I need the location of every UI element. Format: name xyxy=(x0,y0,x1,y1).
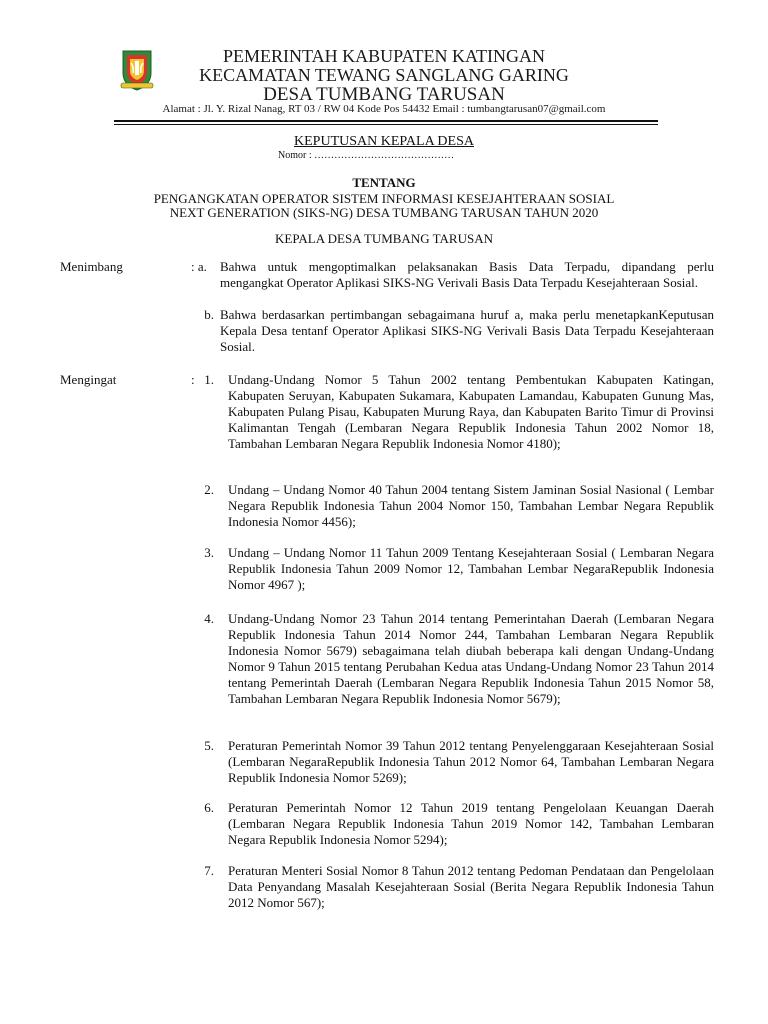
issuer-heading: KEPALA DESA TUMBANG TARUSAN xyxy=(275,231,493,246)
legal-basis-item: Undang-Undang Nomor 5 Tahun 2002 tentang Pembentukan Kabupaten Katingan, Kabupaten Seruyan, Kabupaten Sukamara, Kabupaten Lamandau, Kabupaten Gunung Mas, Kabupaten Pulang Pisau, Kabupaten Murung Raya, dan Kabupaten Barito Timur di Provinsi Kalimantan Tengah (Lembaran Negara Republik Indonesia Tahun 2002 Nomor 18, Tambahan Lembaran Negara Republik Indonesia Nomor 4180); xyxy=(228,372,714,451)
list-item-number: 2. xyxy=(204,482,214,497)
list-item-number: 7. xyxy=(204,863,214,878)
village-name: DESA TUMBANG TARUSAN xyxy=(263,84,505,105)
subject-line-2: NEXT GENERATION (SIKS-NG) DESA TUMBANG TARUSAN TAHUN 2020 xyxy=(169,205,599,220)
list-item-number: 5. xyxy=(204,738,214,753)
list-item-number: 6. xyxy=(204,800,214,815)
decree-title: KEPUTUSAN KEPALA DESA xyxy=(294,134,474,149)
list-item-number: 4. xyxy=(204,611,214,626)
legal-basis-item: Peraturan Pemerintah Nomor 12 Tahun 2019 tentang Pengelolaan Keuangan Daerah (Lembaran Negara Republik Indonesia Tahun 2019 Nomor 142, Tambahan Lembaran Negara Republik Indonesia Nomor 5294); xyxy=(228,800,714,847)
legal-basis-item: Peraturan Menteri Sosial Nomor 8 Tahun 2012 tentang Pedoman Pendataan dan Pengelolaan Data Penyandang Masalah Kesejahteraan Sosial (Berita Negara Republik Indonesia Tahun 2012 Nomor 567); xyxy=(228,863,714,910)
list-item-number: 1. xyxy=(204,372,214,387)
considering-marker-b: b. xyxy=(204,307,214,322)
considering-label: Menimbang xyxy=(60,259,123,274)
subject-line-1: PENGANGKATAN OPERATOR SISTEM INFORMASI KESEJAHTERAAN SOSIAL xyxy=(153,191,615,206)
legal-basis-item: Undang – Undang Nomor 11 Tahun 2009 Tentang Kesejahteraan Sosial ( Lembaran Negara Republik Indonesia Tahun 2009 Nomor 12, Tambahan Lembar NegaraRepublik Indonesia Nomor 4967 ); xyxy=(228,545,714,592)
decree-number: Nomor : …………………………………… xyxy=(278,150,455,161)
about-heading: TENTANG xyxy=(352,175,416,190)
legal-basis-item: Undang – Undang Nomor 40 Tahun 2004 tentang Sistem Jaminan Sosial Nasional ( Lembar Negara Republik Indonesia Tahun 2004 Nomor 150, Tambahan Lembar Negara Republik Indonesia Nomor 4456); xyxy=(228,482,714,529)
recalling-label: Mengingat xyxy=(60,372,117,387)
letterhead-divider xyxy=(114,120,658,122)
legal-basis-item: Peraturan Pemerintah Nomor 39 Tahun 2012 tentang Penyelenggaraan Kesejahteraan Sosial (Lembaran NegaraRepublik Indonesia Tahun 2012 Nomor 64, Tambahan Lembaran Negara Republik Indonesia Nomor 5269); xyxy=(228,738,714,785)
district-name: KECAMATAN TEWANG SANGLANG GARING xyxy=(199,65,569,85)
government-name: PEMERINTAH KABUPATEN KATINGAN xyxy=(223,46,545,66)
considering-point-a: Bahwa untuk mengoptimalkan pelaksanakan Basis Data Terpadu, dipandang perlu mengangkat Operator Aplikasi SIKS-NG Verivali Basis Data Terpadu Kesejahteraan Sosial. xyxy=(220,259,714,290)
recalling-colon: : xyxy=(191,372,195,387)
legal-basis-item: Undang-Undang Nomor 23 Tahun 2014 tentang Pemerintahan Daerah (Lembaran Negara Republik Indonesia Tahun 2014 Nomor 244, Tambahan Lembaran Negara Republik Indonesia Nomor 5679) sebagaimana telah diubah beberapa kali dengan Undang-Undang Nomor 9 Tahun 2015 tentang Perubahan Kedua atas Undang-Undang Nomor 23 Tahun 2014 tentang Pemerintah Daerah (Lembaran Negara Republik Indonesia Tahun 2015 Nomor 58, Tambahan Lembaran Negara Republik Indonesia Nomor 5679); xyxy=(228,611,714,706)
letterhead-divider-thin xyxy=(114,124,658,125)
list-item-number: 3. xyxy=(204,545,214,560)
considering-marker-a: : a. xyxy=(191,259,207,274)
considering-point-b: Bahwa berdasarkan pertimbangan sebagaimana huruf a, maka perlu menetapkanKeputusan Kepala Desa tentanf Operator Aplikasi SIKS-NG Verivali Basis Data Terpadu Kesejahteraan Sosial. xyxy=(220,307,714,354)
office-address: Alamat : Jl. Y. Rizal Nanag, RT 03 / RW 04 Kode Pos 54432 Email : tumbangtarusan07@gmail.com xyxy=(162,103,606,115)
